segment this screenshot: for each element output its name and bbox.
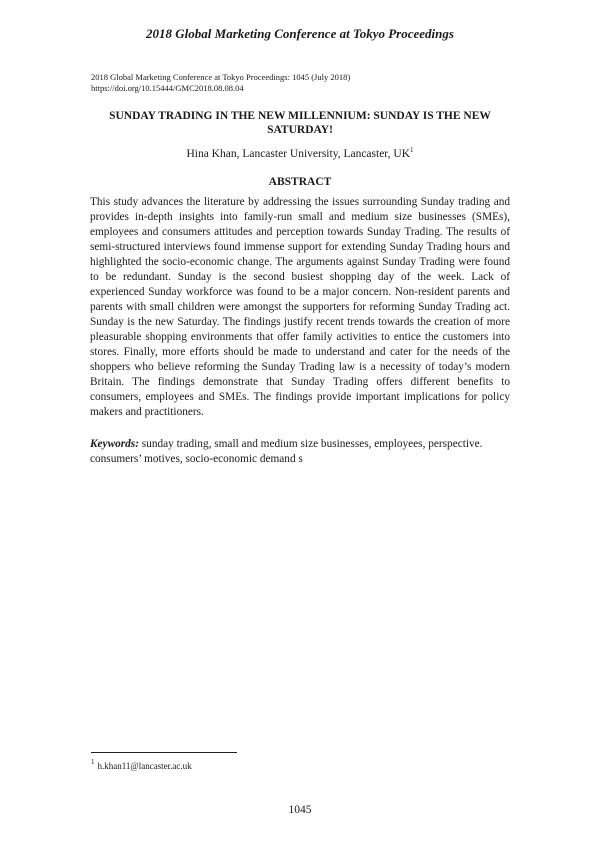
title-line-1: SUNDAY TRADING IN THE NEW MILLENNIUM: SUNDAY IS THE NEW [109, 110, 491, 122]
running-header: 2018 Global Marketing Conference at Tokyo Proceedings [146, 26, 454, 41]
author-footnote-marker: 1 [410, 146, 414, 154]
abstract-heading: ABSTRACT [268, 176, 332, 188]
keywords-label: Keywords: [90, 438, 139, 450]
doi-line: https://doi.org/10.15444/GMC2018.08.08.04 [91, 83, 244, 93]
keywords [90, 437, 512, 467]
author-name: Hina Khan, Lancaster University, Lancaster, UK [186, 148, 411, 160]
paper-title [91, 109, 509, 137]
abstract-body: This study advances the literature by addressing the issues surrounding Sunday trading and provides in-depth insights into family-run small and medium size businesses (SMEs), employees and consumers attitudes and perception towards Sunday Trading. The results of semi-structured interviews found immense support for extending Sunday Trading hours and highlighted the socio-economic change. The arguments against Sunday Trading were found to be redundant. Sunday is the second busiest shopping day of the week. Lack of experienced Sunday workforce was found to be a major concern. Non-resident parents and parents with small children were amongst the supporters for reforming Sunday Trading act. Sunday is the new Saturday. The findings justify recent trends towards the creation of more pleasurable shopping environments that offer family activities to entice the customers into stores. Finally, more efforts should be made to understand and cater for the needs of the shoppers who believe reforming the Sunday Trading law is a necessity of today’s modern Britain. The findings demonstrate that Sunday Trading offers different benefits to consumers, employees and SMEs. The findings provide important implications for policy makers and practitioners. [90, 196, 510, 418]
citation-block [91, 72, 350, 94]
footnote-marker: 1 [91, 758, 95, 766]
title-line-2: SATURDAY! [267, 124, 333, 136]
footnote-divider [91, 752, 237, 753]
footnote [91, 758, 192, 771]
footnote-email: h.khan11@lancaster.ac.uk [97, 761, 192, 771]
page-number: 1045 [288, 804, 312, 816]
keywords-text: sunday trading, small and medium size businesses, employees, perspective. consumers’ motives, socio-economic demand s [90, 438, 483, 465]
author-line [0, 148, 600, 160]
citation-line: 2018 Global Marketing Conference at Tokyo Proceedings: 1045 (July 2018) [91, 72, 351, 82]
